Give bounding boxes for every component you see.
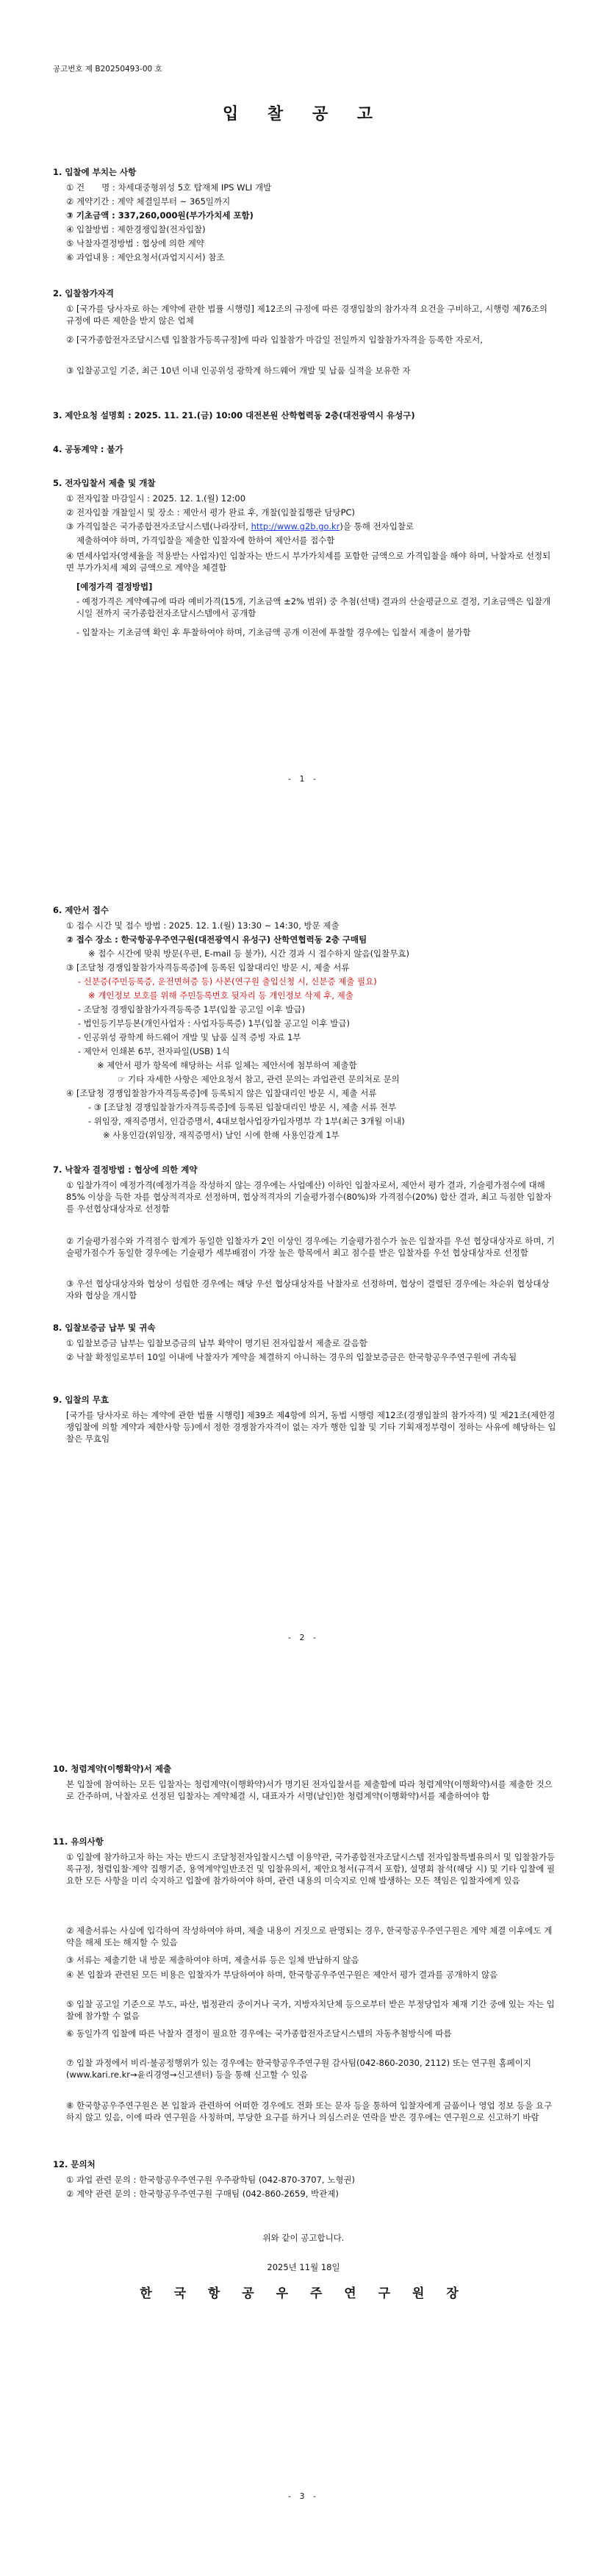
s12-contact: ② 계약 관련 문의 : 한국항공우주연구원 구매팀 (042-860-2659, 박관제) — [66, 2189, 339, 2199]
s6-requirement: - 신분증(주민등록증, 운전면허증 등) 사본(연구원 출입신청 시, 신분증 제출 필요) — [78, 976, 377, 987]
section-1-heading: 1. 입찰에 부치는 사항 — [53, 167, 137, 177]
s11-item: ③ 서류는 제출기한 내 방문 제출하여야 하며, 제출서류 등은 일체 반납하지 않음 — [66, 1955, 359, 1965]
s6-note: ※ 사용인감(위임장, 재직증명서) 날인 시에 한해 사용인감계 1부 — [103, 1130, 340, 1140]
section-5-heading: 5. 전자입찰서 제출 및 개찰 — [53, 478, 156, 488]
s5-subheading: [예정가격 결정방법] — [76, 582, 153, 592]
s6-document: - 위임장, 재직증명서, 인감증명서, 4대보험사업장가입자명부 각 1부(최근 3개월 이내) — [88, 1116, 405, 1126]
s6-document: - 제안서 인쇄본 6부, 전자파일(USB) 1식 — [78, 1046, 230, 1056]
s5-item — [66, 520, 414, 532]
s11-item: ⑤ 입찰 공고일 기준으로 부도, 파산, 법정관리 중이거나 국가, 지방자치단체 등으로부터 받은 부정당업자 제재 기간 중에 있는 자는 입찰에 참가할 수 없음 — [66, 1999, 555, 2021]
s6-note: ※ 접수 시간에 맞춰 방문(우편, E-mail 등 불가), 시간 경과 시 접수하지 않음(입찰무효) — [88, 948, 409, 959]
section-9-heading: 9. 입찰의 무효 — [53, 1395, 109, 1405]
s11-item: ① 입찰에 참가하고자 하는 자는 반드시 조달청전자입찰시스템 이용약관, 국가종합전자조달시스템 전자입찰특별유의서 및 입찰참가등록규정, 청렴입찰·계약 집행기준, 용역계약일반조건 및 입찰유의서, 제안요청서(규격서 포함), 설명회 참석(해당 시) 및 기타 입찰에 필요한 모든 사항을 미리 숙지하고 입찰에 참가하여야 하며, 관련 내용의 미숙지로 인해 발생하는 모든 책임은 입찰자에게 있음 — [66, 1852, 556, 1886]
s6-item: ③ [조달청 경쟁입찰참가자격등록증]에 등록된 입찰대리인 방문 시, 제출 서류 — [66, 962, 350, 973]
section-3-heading: 3. 제안요청 설명회 : 2025. 11. 21.(금) 10:00 대전본원 산학협력동 2층(대전광역시 유성구) — [53, 410, 415, 421]
s11-item: ⑥ 동일가격 입찰에 따른 낙찰자 결정이 필요한 경우에는 국가종합전자조달시스템의 자동추첨방식에 따름 — [66, 2028, 452, 2039]
s5-item-text: ③ 가격입찰은 국가종합전자조달시스템(나라장터, — [66, 521, 251, 532]
section-2-heading: 2. 입찰참가자격 — [53, 288, 115, 298]
g2b-link[interactable]: http://www.g2b.go.kr — [251, 521, 340, 532]
s6-document: - 법인등기부등본(개인사업자 : 사업자등록증) 1부(입찰 공고일 이후 발급) — [78, 1018, 350, 1028]
page-1 — [0, 0, 607, 859]
s6-item: ② 접수 장소 : 한국항공우주연구원(대전광역시 유성구) 산학연협력동 2층 구매팀 — [66, 934, 367, 945]
s2-item: ② [국가종합전자조달시스템 입찰참가등록규정]에 따라 입찰참가 마감일 전일까지 입찰참가자격을 등록한 자로서, — [66, 334, 483, 345]
doc-number: 공고번호 제 B20250493-00 호 — [53, 65, 162, 74]
section-12-heading: 12. 문의처 — [53, 2159, 96, 2169]
s11-item: ② 제출서류는 사실에 입각하여 작성하여야 하며, 제출 내용이 거짓으로 판명되는 경우, 한국항공우주연구원은 계약 체결 이후에도 계약을 해제 또는 해지할 수 있음 — [66, 1925, 553, 1947]
s7-item: ① 입찰가격이 예정가격(예정가격을 작성하지 않는 경우에는 사업예산) 이하인 입찰자로서, 제안서 평가 결과, 기술평가점수에 대해 85% 이상을 득한 자를 협상적격자로 선정하며, 협상적격자의 기술평가점수(80%)와 가격점수(20%) 합산 결과, 최고 득점한 입찰자를 우선협상대상자로 선정함 — [66, 1180, 552, 1214]
s1-item: ⑥ 과업내용 : 제안요청서(과업지시서) 참조 — [66, 252, 225, 262]
page-title: 입 찰 공 고 — [223, 105, 384, 124]
page-3 — [0, 1717, 607, 2576]
s1-item: ③ 기초금액 : 337,260,000원(부가가치세 포함) — [66, 210, 254, 221]
s8-item: ② 낙찰 확정일로부터 10일 이내에 낙찰자가 계약을 체결하지 아니하는 경우의 입찰보증금은 한국항공우주연구원에 귀속됨 — [66, 1352, 517, 1362]
s6-document: - ③ [조달청 경쟁입찰참가자격등록증]에 등록된 입찰대리인 방문 시, 제출 서류 전부 — [88, 1102, 397, 1112]
section-10-heading: 10. 청렴계약(이행확약)서 제출 — [53, 1764, 172, 1774]
s1-item: ⑤ 낙찰자결정방법 : 협상에 의한 계약 — [66, 238, 204, 248]
section-8-heading: 8. 입찰보증금 납부 및 귀속 — [53, 1323, 156, 1333]
closing-statement: 위와 같이 공고합니다. — [262, 2233, 345, 2243]
s9-body: [국가를 당사자로 하는 계약에 관한 법률 시행령] 제39조 제4항에 의거, 동법 시행령 제12조(경쟁입찰의 참가자격) 및 제21조(제한경쟁입찰에 의할 계약과 제한사항 등)에서 정한 경쟁참가자격이 없는 자가 행한 입찰 및 기타 기획재정부령이 정하는 사유에 해당하는 입찰은 무효임 — [66, 1410, 556, 1444]
s5-item: ① 전자입찰 마감일시 : 2025. 12. 1.(월) 12:00 — [66, 493, 246, 504]
s8-item: ① 입찰보증금 납부는 입찰보증금의 납부 확약이 명기된 전자입찰서 제출로 갈음함 — [66, 1338, 367, 1348]
section-4-heading: 4. 공동계약 : 불가 — [53, 444, 123, 454]
s6-note: ☞ 기타 자세한 사항은 제안요청서 참고, 관련 문의는 과업관련 문의처로 문의 — [118, 1074, 400, 1084]
s5-bullet: - 예정가격은 계약예규에 따라 예비가격(15개, 기초금액 ±2% 범위) 중 추첨(선택) 결과의 산술평균으로 결정, 기초금액은 입찰개시일 전까지 국가종합전자조달시스템에서 공개함 — [76, 596, 551, 618]
s11-item: ⑧ 한국항공우주연구원은 본 입찰과 관련하여 어떠한 경우에도 전화 또는 문자 등을 통하여 입찰자에게 금품이나 영업 정보 등을 요구하지 않고 있음, 이에 따라 연구원을 사칭하며, 부당한 요구를 하거나 의심스러운 연락을 받은 경우에는 연구원으로 신고하기 바람 — [66, 2100, 553, 2122]
announcement-date: 2025년 11월 18일 — [267, 2262, 340, 2272]
s6-item: ① 접수 시간 및 접수 방법 : 2025. 12. 1.(월) 13:30 ~ 14:30, 방문 제출 — [66, 920, 340, 931]
s1-item: ① 건 명 : 차세대중형위성 5호 탑재체 IPS WLI 개발 — [66, 182, 272, 193]
s5-bullet: - 입찰자는 기초금액 확인 후 투찰하여야 하며, 기초금액 공개 이전에 투찰할 경우에는 입찰서 제출이 불가함 — [76, 627, 471, 637]
s5-item: ④ 면세사업자(영세율을 적용받는 사업자)인 입찰자는 반드시 부가가치세를 포함한 금액으로 가격입찰을 해야 하며, 낙찰자로 선정되면 부가가치세 제외 금액으로 계약을 체결함 — [66, 551, 551, 573]
page-2 — [0, 859, 607, 1717]
s2-item: ③ 입찰공고일 기준, 최근 10년 이내 인공위성 광학계 하드웨어 개발 및 납품 실적을 보유한 자 — [66, 365, 411, 376]
section-6-heading: 6. 제안서 접수 — [53, 905, 109, 915]
issuer-signature: 한 국 항 공 우 주 연 구 원 장 — [140, 2286, 467, 2301]
s5-item: ② 전자입찰 개찰일시 및 장소 : 제안서 평가 완료 후, 개찰(입찰집행관 담당PC) — [66, 507, 356, 518]
s6-note: ※ 제안서 평가 항목에 해당하는 서류 일체는 제안서에 첨부하여 제출함 — [97, 1060, 357, 1070]
s11-item: ④ 본 입찰과 관련된 모든 비용은 입찰자가 부담하여야 하며, 한국항공우주연구원은 제안서 평가 결과를 공개하지 않음 — [66, 1969, 498, 1980]
s11-item: ⑦ 입찰 과정에서 비리·불공정행위가 있는 경우에는 한국항공우주연구원 감사팀(042-860-2030, 2112) 또는 연구원 홈페이지(www.kari.re.kr→윤리경영→신고센터) 등을 통해 신고할 수 있음 — [66, 2058, 532, 2080]
s6-requirement-note: ※ 개인정보 보호를 위해 주민등록번호 뒷자리 등 개인정보 삭제 후, 제출 — [88, 990, 353, 1001]
s5-item-text: )을 통해 전자입찰로 — [340, 521, 414, 532]
s5-item-continued: 제출하여야 하며, 가격입찰을 제출한 입찰자에 한하여 제안서를 접수함 — [76, 535, 335, 545]
s2-item: ① [국가를 당사자로 하는 계약에 관한 법률 시행령] 제12조의 규정에 따른 경쟁입찰의 참가자격 요건을 구비하고, 시행령 제76조의 규정에 따른 제한을 받지 않은 업체 — [66, 304, 548, 326]
s1-item: ④ 입찰방법 : 제한경쟁입찰(전자입찰) — [66, 224, 206, 235]
s10-body: 본 입찰에 참여하는 모든 입찰자는 청렴계약(이행확약)서가 명기된 전자입찰서를 제출함에 따라 청렴계약(이행확약)서를 제출한 것으로 간주하며, 낙찰자로 선정된 입찰자는 계약체결 시, 대표자가 서명(날인)한 청렴계약(이행확약)서를 제출하여야 함 — [66, 1779, 553, 1801]
section-7-heading: 7. 낙찰자 결정방법 : 협상에 의한 계약 — [53, 1164, 198, 1175]
s12-contact: ① 과업 관련 문의 : 한국항공우주연구원 우주광학팀 (042-870-3707, 노형권) — [66, 2175, 356, 2185]
s6-document: - 인공위성 광학계 하드웨어 개발 및 납품 실적 증빙 자료 1부 — [78, 1032, 301, 1042]
page-number: - 1 - — [288, 774, 319, 784]
page-number: - 3 - — [288, 2491, 319, 2501]
s6-item: ④ [조달청 경쟁입찰참가자격등록증]에 등록되지 않은 입찰대리인 방문 시, 제출 서류 — [66, 1088, 377, 1098]
s7-item: ② 기술평가점수와 가격점수 합계가 동일한 입찰자가 2인 이상인 경우에는 기술평가점수가 높은 입찰자를 우선 협상대상자로 하며, 기술평가점수가 동일한 경우에는 기술평가 세부배점이 가장 높은 항목에서 최고 점수를 받은 입찰자를 우선 협상대상자로 선정함 — [66, 1236, 555, 1258]
section-11-heading: 11. 유의사항 — [53, 1836, 104, 1847]
s6-document: - 조달청 경쟁입찰참가자격등록증 1부(입찰 공고일 이후 발급) — [78, 1004, 305, 1015]
s1-item: ② 계약기간 : 계약 체결일부터 ~ 365일까지 — [66, 196, 231, 207]
page-number: - 2 - — [288, 1633, 319, 1642]
s7-item: ③ 우선 협상대상자와 협상이 성립한 경우에는 해당 우선 협상대상자를 낙찰자로 선정하며, 협상이 결렬된 경우에는 차순위 협상대상자와 협상을 개시함 — [66, 1278, 550, 1300]
